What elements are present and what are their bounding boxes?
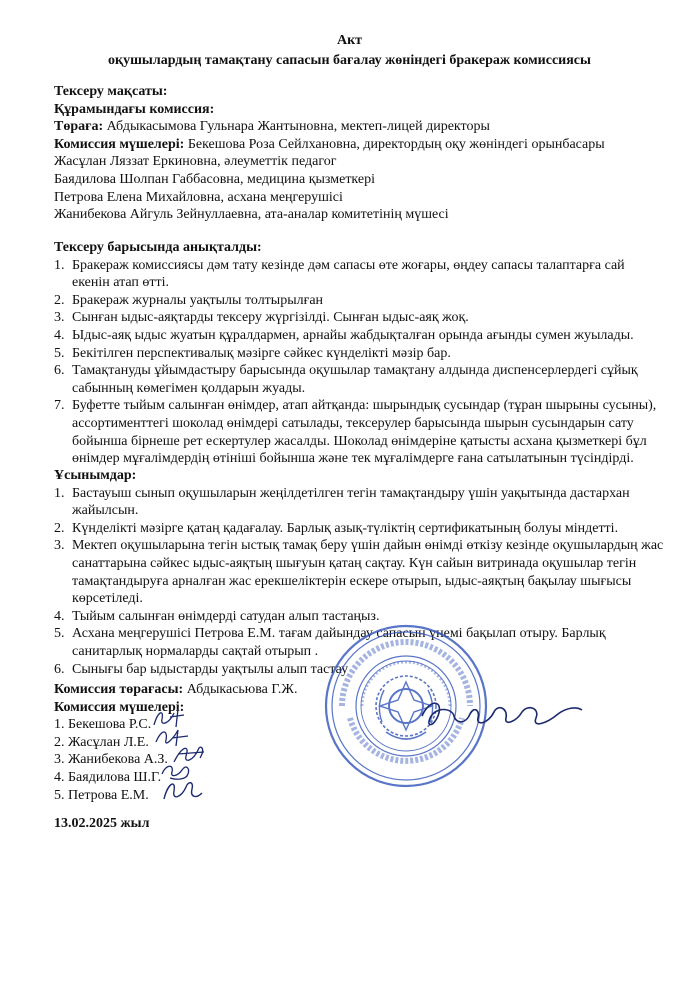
recommendations-heading: Ұсынымдар: [54,468,137,483]
signature-member: 2. Жасұлан Л.Е. [54,734,149,750]
chair-line [54,118,674,136]
chair-signature [418,694,586,738]
members-label: Комиссия мүшелері: [54,136,185,152]
composition-label: Құрамындағы комиссия: [54,101,215,117]
list-item: 6. Сынығы бар ыдыстарды уақтылы алып тастау [54,661,349,677]
findings-list [54,257,674,468]
list-item: 4. Ыдыс-аяқ ыдыс жуатын құралдармен, арнайы жабдықталған орында ағынды сумен жуылады. [54,327,634,343]
chair-label: Төраға: [54,119,104,135]
member-signature [158,775,204,805]
list-item: 4. Тыйым салынған өнімдерді сатудан алып тастаңыз. [54,608,380,624]
document-date: 13.02.2025 жыл [54,816,150,831]
members-first: Бекешова Роза Сейлхановна, директордың оқу жөніндегі орынбасары [184,136,605,152]
intro-section [54,83,674,224]
members-line [54,136,674,154]
findings-heading: Тексеру барысында анықталды: [54,240,262,255]
signature-chair-value: Абдыкасьюва Г.Ж. [183,682,298,697]
document-subtitle: оқушылардың тамақтану сапасын бағалау жөніндегі бракераж комиссиясы [108,53,591,68]
member-line: Баядилова Шолпан Габбасовна, медицина қызметкері [54,171,375,187]
list-item: 2. Бракераж журналы уақтылы толтырылған [54,292,324,308]
signature-member: 4. Баядилова Ш.Г. [54,769,162,785]
list-item: 2. Күнделікті мәзірге қатаң қадағалау. Барлық азық-түліктің сертификатының болуы міндетті. [54,520,619,536]
list-item: 1. Бракераж комиссиясы дәм тату кезінде дәм сапасы өте жоғары, өңдеу сапасы талаптарға сай екенін атап өтті. [54,257,625,291]
list-item: 1. Бастауыш сынып оқушыларын жеңілдетілген тегін тамақтандыру үшін уақытында дастархан жайылсын. [54,485,630,519]
findings-section [54,239,674,468]
list-item: 7. Буфетте тыйым салынған өнімдер, атап айтқанда: шырындық сусындар (тұран шырыны сусыны), ассортименттегі шоколад өнімдері сатылады, тексерулер барысында шырын сусындарын сату бойынша бірнеше рет ескертулер жасалды. Шоколад өнімдеріне қатысты асхана қызметкері бұл өнімдер мұғалімдердің өтініші бойынша және тек мұғалімдерге ғана сатылатынын түсіндірді. [54,398,657,467]
list-item: 5. Асхана меңгерушісі Петрова Е.М. тағам дайындау сапасын үнемі бақылап отыру. Барлық санитарлық нормаларды сақтай отырып . [54,626,606,659]
member-line: Петрова Елена Михайловна, асхана меңгерушісі [54,189,343,205]
document-title: Акт [336,33,363,48]
list-item: 5. Бекітілген перспективалық мәзірге сәйкес күнделікті мәзір бар. [54,345,451,361]
signature-members-label: Комиссия мүшелері: [54,699,185,715]
signature-chair-label: Комиссия төрағасы: [54,682,184,697]
signature-member: 5. Петрова Е.М. [54,787,149,803]
list-item: 3. Сынған ыдыс-аяқтарды тексеру жүргізілді. Сынған ыдыс-аяқ жоқ. [54,310,469,326]
chair-value: Абдыкасымова Гульнара Жантыновна, мектеп-лицей директоры [103,119,490,135]
member-line: Жасұлан Ляззат Еркиновна, әлеуметтік педагог [54,154,337,170]
member-line: Жанибекова Айгуль Зейнуллаевна, ата-аналар комитетінің мүшесі [54,207,449,223]
signature-member: 3. Жанибекова А.З. [54,752,168,768]
signature-member: 1. Бекешова Р.С. [54,717,152,733]
list-item: 6. Тамақтануды ұйымдастыру барысында оқушылар тамақтану алдында диспенсерлердегі сұйық сабынның көмегімен қолдарын жуады. [54,363,638,396]
purpose-label: Тексеру мақсаты: [54,84,168,99]
list-item: 3. Мектеп оқушыларына тегін ыстық тамақ беру үшін дайын өнімді өткізу кезінде оқушылардың жас санаттарына сәйкес ыдыс-аяқтың шығуын қатаң сақтау. Күн сайын витринада оқушылар тегін тамақтандыруға арналған жас ерекшеліктерін ескере отырып, ыдыс-аяқтың бақылау шығысы көрсетіледі. [54,538,664,607]
